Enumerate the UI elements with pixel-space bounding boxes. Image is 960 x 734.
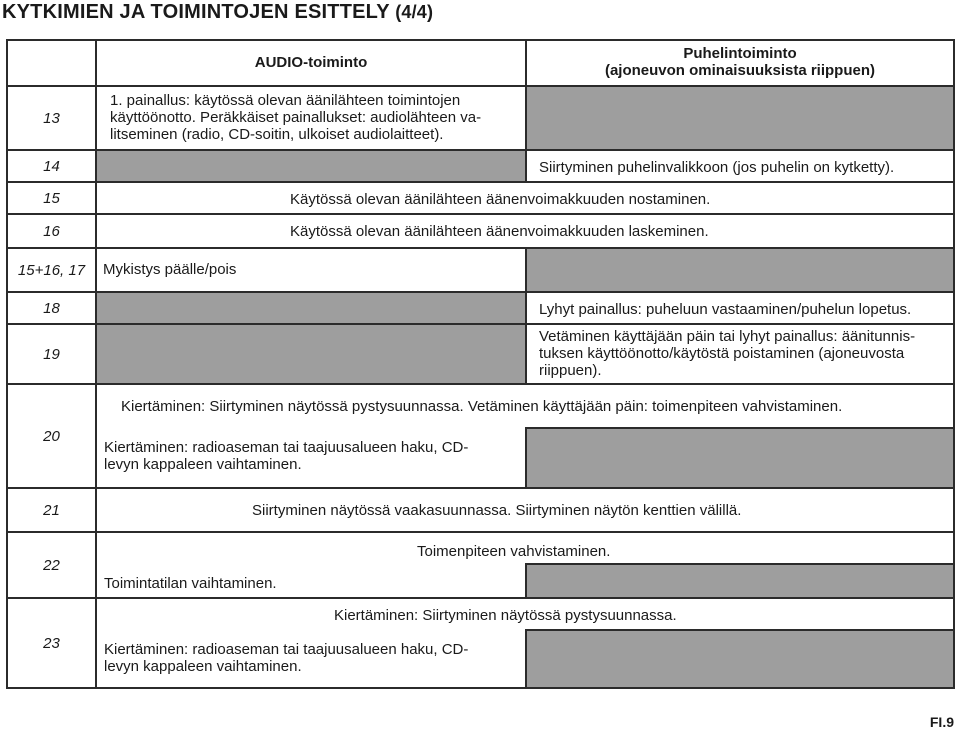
row-22-divider [525,565,527,597]
row-17-audio [97,249,525,291]
row-20-audio-line2: levyn kappaleen vaihtaminen. [104,456,302,473]
row-20-audio-line1: Kiertäminen: radioaseman tai taajuusalueen haku, CD- [104,439,469,456]
row-19-audio-empty [97,325,525,383]
row-22-cell [97,533,953,597]
row-13-number [8,87,95,149]
row-22-hline [525,563,953,565]
row-16-number [8,215,95,247]
row-number-text: 16 [43,222,60,240]
row-13-audio-line3: litseminen (radio, CD-soitin, ulkoiset audiolaitteet). [110,126,444,143]
row-15-text: Käytössä olevan äänilähteen äänenvoimakkuuden nostaminen. [290,191,711,208]
row-22-audio-text: Toimintatilan vaihtaminen. [104,575,277,592]
row-14-phone-text: Siirtyminen puhelinvalikkoon (jos puhelin on kytketty). [539,159,895,176]
row-19-phone-line1: Vetäminen käyttäjään päin tai lyhyt painallus: äänitunnis- [539,328,916,345]
header-phone [527,41,953,85]
row-23-hline [525,629,953,631]
row-19-number [8,325,95,383]
header-phone-line2: (ajoneuvon ominaisuuksista riippuen) [604,62,876,79]
row-23-both-text: Kiertäminen: Siirtyminen näytössä pystysuunnassa. [334,607,677,624]
controls-table [6,39,955,689]
row-19-phone-line3: riippuen). [539,362,602,379]
row-18-number [8,293,95,323]
row-20-both-text: Kiertäminen: Siirtyminen näytössä pystysuunnassa. Vetäminen käyttäjään päin: toimenpiteen vahvistaminen. [121,398,843,415]
row-number-text: 19 [43,345,60,363]
row-number-text: 20 [43,427,60,445]
row-20-phone-empty [527,429,953,487]
row-20-number [8,385,95,487]
row-23-phone-empty [527,631,953,687]
row-20-hline [525,427,953,429]
row-13-audio-line1: 1. painallus: käytössä olevan äänilähteen toimintojen [110,92,461,109]
page-title [2,1,433,24]
row-23-audio-line2: levyn kappaleen vaihtaminen. [104,658,302,675]
row-number-text: 14 [43,157,60,175]
page-number: FI.9 [929,714,954,730]
row-14-audio-empty [97,151,525,181]
row-23-number [8,599,95,687]
row-15-both [97,183,953,213]
header-audio-text: AUDIO-toiminto [254,54,368,71]
row-number-text: 18 [43,299,60,317]
row-21-text: Siirtyminen näytössä vaakasuunnassa. Siirtyminen näytön kenttien välillä. [252,502,742,519]
row-number-text: 15 [43,189,60,207]
row-20-cell [97,385,953,487]
page-title-part: (4/4) [395,2,434,22]
row-13-phone-empty [527,87,953,149]
row-number-text: 23 [43,634,60,652]
row-14-phone [527,151,953,181]
row-17-phone-empty [527,249,953,291]
row-22-both-text: Toimenpiteen vahvistaminen. [417,543,611,560]
row-13-audio [97,87,525,149]
row-number-text: 21 [43,501,60,519]
header-num-cell [8,41,95,85]
row-13-audio-line2: käyttöönotto. Peräkkäiset painallukset: audiolähteen va- [110,109,482,126]
row-22-number [8,533,95,597]
header-audio [97,41,525,85]
row-18-audio-empty [97,293,525,323]
row-19-phone-line2: tuksen käyttöönotto/käytöstä poistaminen (ajoneuvosta [539,345,905,362]
row-number-text: 13 [43,109,60,127]
header-phone-line1: Puhelintoiminto [683,45,797,62]
row-number-text: 22 [43,556,60,574]
row-23-divider [525,631,527,687]
row-23-audio-line1: Kiertäminen: radioaseman tai taajuusalueen haku, CD- [104,641,469,658]
page-title-text: KYTKIMIEN JA TOIMINTOJEN ESITTELY [2,1,390,23]
row-number-text: 15+16, 17 [17,261,86,279]
row-23-cell [97,599,953,687]
row-14-number [8,151,95,181]
row-19-phone [527,325,953,383]
row-21-both [97,489,953,531]
row-21-number [8,489,95,531]
row-18-phone [527,293,953,323]
row-18-phone-text: Lyhyt painallus: puheluun vastaaminen/puhelun lopetus. [539,301,912,318]
row-17-audio-text: Mykistys päälle/pois [103,261,237,278]
row-16-text: Käytössä olevan äänilähteen äänenvoimakkuuden laskeminen. [290,223,709,240]
row-22-phone-empty [527,565,953,597]
row-20-divider [525,429,527,487]
row-15-number [8,183,95,213]
row-17-number [8,249,95,291]
row-16-both [97,215,953,247]
